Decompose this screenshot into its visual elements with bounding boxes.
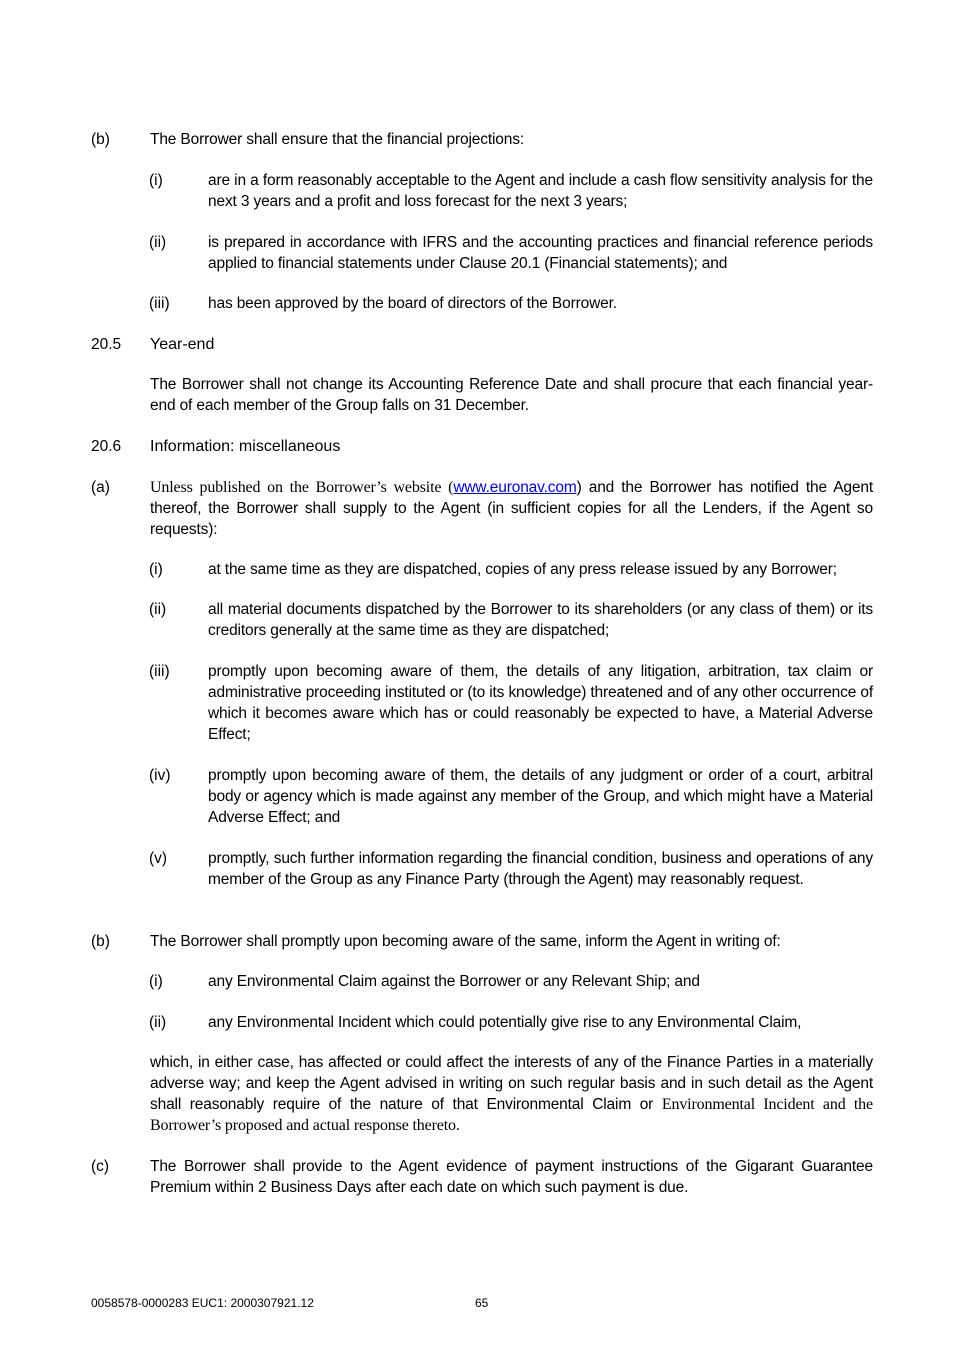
paragraph-marker: (b) [91, 131, 110, 148]
item-text: all material documents dispatched by the Borrower to its shareholders (or any class of them) or its creditors generally at the same time as they are dispatched; [208, 601, 873, 639]
item-marker: (ii) [149, 601, 167, 618]
item-text: any Environmental Incident which could potentially give rise to any Environmental Claim, [208, 1014, 802, 1031]
item-marker: (iii) [149, 663, 170, 680]
paragraph-tail [150, 1052, 873, 1136]
footer-doc-ref: 0058578-0000283 EUC1: 2000307921.12 [91, 1296, 314, 1310]
footer-page-number: 65 [475, 1296, 489, 1310]
paragraph-text: The Borrower shall ensure that the financial projections: [150, 131, 524, 148]
item-marker: (ii) [149, 1014, 167, 1031]
item-text: at the same time as they are dispatched, copies of any press release issued by any Borrower; [208, 561, 837, 578]
website-link[interactable]: www.euronav.com [453, 479, 577, 496]
item-text: is prepared in accordance with IFRS and the accounting practices and financial reference periods applied to financial statements under Clause 20.1 (Financial statements); and [208, 234, 873, 272]
item-text: promptly, such further information regarding the financial condition, business and operations of any member of the Group as any Finance Party (through the Agent) may reasonably request. [208, 850, 873, 888]
item-marker: (i) [149, 561, 163, 578]
clause-text: The Borrower shall not change its Accounting Reference Date and shall procure that each financial year-end of each member of the Group falls on 31 December. [150, 376, 873, 414]
item-text: promptly upon becoming aware of them, the details of any litigation, arbitration, tax claim or administrative proceeding instituted or (to its knowledge) threatened and of any other occurrence of which it becomes aware which has or could reasonably be expected to have, a Material Adverse Effect; [208, 663, 873, 743]
item-text: any Environmental Claim against the Borrower or any Relevant Ship; and [208, 973, 700, 990]
paragraph-text: The Borrower shall promptly upon becoming aware of the same, inform the Agent in writing of: [150, 933, 781, 950]
item-text: are in a form reasonably acceptable to the Agent and include a cash flow sensitivity analysis for the next 3 years and a profit and loss forecast for the next 3 years; [208, 172, 873, 210]
item-marker: (i) [149, 973, 163, 990]
paragraph-text [150, 477, 873, 540]
text-tail: ) and the Borrower has notified the Agent thereof, the Borrower shall supply to the Agent (in sufficient copies for all the Lenders, if the Agent so requests): [150, 479, 873, 538]
clause-number: 20.5 [91, 336, 122, 353]
tail-serif: Environmental Incident and the Borrower’s proposed and actual response thereto. [150, 1096, 873, 1134]
item-marker: (i) [149, 172, 163, 189]
item-marker: (iv) [149, 767, 171, 784]
item-text: promptly upon becoming aware of them, the details of any judgment or order of a court, arbitral body or agency which is made against any member of the Group, and which might have a Material Adverse Effect; and [208, 767, 873, 826]
item-text: has been approved by the board of directors of the Borrower. [208, 295, 617, 312]
item-marker: (ii) [149, 234, 167, 251]
clause-heading: Year-end [150, 336, 215, 353]
paragraph-marker: (b) [91, 933, 110, 950]
paragraph-text: The Borrower shall provide to the Agent evidence of payment instructions of the Gigarant Guarantee Premium within 2 Business Days after each date on which such payment is due. [150, 1158, 873, 1196]
tail-main: which, in either case, has affected or could affect the interests of any of the Finance Parties in a materially adverse way; and keep the Agent advised in writing on such regular basis and in such detail as the Agent shall reasonably require of the nature of that Environmental Claim or [150, 1054, 873, 1113]
text-lead: Unless published on the Borrower’s website ( [150, 479, 454, 496]
clause-heading: Information: miscellaneous [150, 438, 341, 455]
item-marker: (iii) [149, 295, 170, 312]
clause-number: 20.6 [91, 438, 122, 455]
paragraph-marker: (a) [91, 479, 110, 496]
paragraph-marker: (c) [91, 1158, 110, 1175]
item-marker: (v) [149, 850, 168, 867]
